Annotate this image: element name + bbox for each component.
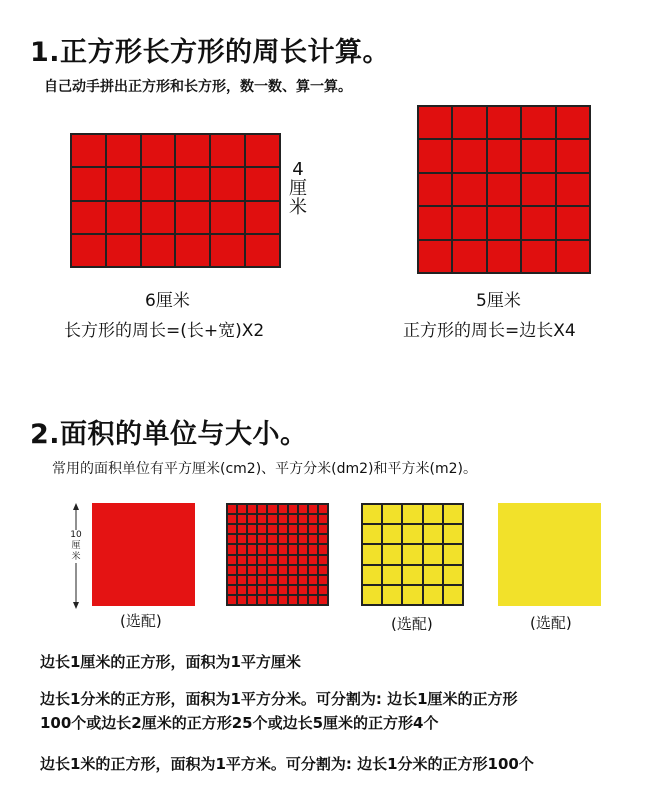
rect-grid-cell — [71, 167, 106, 200]
paragraph-1dm-line1: 边长1分米的正方形，面积为1平方分米。可分割为: 边长1厘米的正方形 — [40, 690, 518, 708]
square-grid-cell — [452, 106, 486, 139]
area-grid-cell — [308, 555, 318, 565]
area-grid-cell — [237, 585, 247, 595]
square-grid-cell — [487, 173, 521, 206]
area-grid-cell — [308, 524, 318, 534]
area-grid-cell — [237, 575, 247, 585]
area-grid-cell — [288, 514, 298, 524]
area-grid-cell — [288, 595, 298, 605]
area-grid-cell — [318, 544, 328, 554]
area-grid-cell — [362, 544, 382, 564]
area-grid-cell — [227, 565, 237, 575]
section2-title: 2.面积的单位与大小。 — [30, 419, 308, 450]
area-grid-cell — [288, 555, 298, 565]
area-grid-cell — [257, 504, 267, 514]
rect-width-label: 6厘米 — [145, 291, 190, 311]
rect-grid-cell — [210, 201, 245, 234]
square-grid-cell — [418, 240, 452, 273]
area-grid-cell — [247, 585, 257, 595]
rect-grid-cell — [106, 234, 141, 267]
rect-grid-cell — [141, 134, 176, 167]
rect-grid-cell — [71, 134, 106, 167]
area-grid-cell — [257, 585, 267, 595]
rect-grid-cell — [175, 167, 210, 200]
rect-grid-cell — [210, 167, 245, 200]
area-grid-cell — [237, 544, 247, 554]
rect-grid-cell — [210, 134, 245, 167]
square-grid — [417, 105, 591, 274]
area-grid-cell — [237, 595, 247, 605]
area-grid-cell — [382, 524, 402, 544]
area-grid-cell — [257, 544, 267, 554]
area-grid-cell — [402, 565, 422, 585]
area-grid-cell — [308, 575, 318, 585]
rect-grid-cell — [106, 167, 141, 200]
area-grid-cell — [278, 514, 288, 524]
rect-formula: 长方形的周长=(长+宽)X2 — [64, 321, 265, 341]
square-formula: 正方形的周长=边长X4 — [403, 321, 576, 341]
height-label-char1: 厘 — [289, 178, 307, 199]
area-grid-cell — [318, 514, 328, 524]
area-grid-cell — [402, 544, 422, 564]
area-grid-cell — [267, 555, 277, 565]
square-grid-cell — [418, 106, 452, 139]
area-grid-cell — [402, 585, 422, 605]
rect-grid-cell — [175, 134, 210, 167]
area-grid-cell — [298, 544, 308, 554]
paragraph-1dm-line2: 100个或边长2厘米的正方形25个或边长5厘米的正方形4个 — [40, 714, 439, 732]
square-grid-cell — [556, 206, 590, 239]
area-grid-cell — [423, 544, 443, 564]
area-grid-cell — [267, 524, 277, 534]
rect-grid-cell — [175, 234, 210, 267]
area-grid-cell — [267, 544, 277, 554]
square-grid-cell — [487, 240, 521, 273]
area-grid-cell — [443, 585, 463, 605]
area-grid-cell — [298, 565, 308, 575]
rect-grid-cell — [245, 201, 280, 234]
square-grid-cell — [487, 139, 521, 172]
note-optional-1: (选配) — [120, 612, 162, 630]
square-grid-cell — [487, 206, 521, 239]
area-grid-cell — [257, 514, 267, 524]
rect-grid-cell — [245, 234, 280, 267]
section2-subtitle: 常用的面积单位有平方厘米(cm2)、平方分米(dm2)和平方米(m2)。 — [52, 461, 477, 477]
area-grid-cell — [257, 565, 267, 575]
area-grid-cell — [318, 555, 328, 565]
area-grid-cell — [298, 534, 308, 544]
square-grid-cell — [418, 139, 452, 172]
area-grid-cell — [247, 555, 257, 565]
area-grid-cell — [247, 514, 257, 524]
height-label-num: 4 — [292, 159, 304, 180]
area-grid-cell — [362, 565, 382, 585]
area-grid-cell — [257, 555, 267, 565]
square-grid-cell — [487, 106, 521, 139]
area-grid-cell — [237, 524, 247, 534]
square-grid-cell — [521, 173, 555, 206]
rect-grid-cell — [106, 201, 141, 234]
area-grid-cell — [237, 514, 247, 524]
rectangle-grid — [70, 133, 281, 268]
area-grid-cell — [288, 544, 298, 554]
area-grid-cell — [423, 524, 443, 544]
dimension-label-char1: 厘 — [71, 541, 81, 551]
area-grid-cell — [278, 575, 288, 585]
area-grid-cell — [308, 585, 318, 595]
area-grid-cell — [318, 524, 328, 534]
note-optional-2: (选配) — [391, 615, 433, 633]
dimension-label — [67, 530, 85, 563]
rect-grid-cell — [71, 234, 106, 267]
square-grid-cell — [418, 206, 452, 239]
square-grid-cell — [521, 240, 555, 273]
area-grid-cell — [443, 565, 463, 585]
area-grid-cell — [278, 504, 288, 514]
square-grid-cell — [521, 206, 555, 239]
area-grid-cell — [247, 595, 257, 605]
section1-title: 1.正方形长方形的周长计算。 — [30, 37, 391, 68]
paragraph-1cm: 边长1厘米的正方形，面积为1平方厘米 — [40, 653, 301, 671]
dimension-label-char2: 米 — [71, 552, 81, 562]
area-grid-cell — [443, 504, 463, 524]
area-grid-cell — [298, 595, 308, 605]
area-grid-cell — [318, 565, 328, 575]
area-grid-cell — [247, 524, 257, 534]
rect-grid-cell — [141, 201, 176, 234]
area-grid-cell — [298, 514, 308, 524]
area-grid-cell — [247, 565, 257, 575]
rect-grid-cell — [141, 234, 176, 267]
height-label-char2: 米 — [289, 197, 307, 218]
square-grid-cell — [556, 106, 590, 139]
area-grid-cell — [257, 534, 267, 544]
area-grid-cell — [318, 585, 328, 595]
rect-grid-cell — [210, 234, 245, 267]
paragraph-1m: 边长1米的正方形，面积为1平方米。可分割为: 边长1分米的正方形100个 — [40, 755, 534, 773]
area-grid-cell — [308, 504, 318, 514]
area-grid-cell — [227, 585, 237, 595]
area-grid-cell — [423, 585, 443, 605]
area-grid-cell — [308, 565, 318, 575]
area-grid-cell — [227, 524, 237, 534]
dimension-label-num: 10 — [70, 530, 82, 540]
area-grid-cell — [237, 555, 247, 565]
area-grid-cell — [318, 575, 328, 585]
square-1dm-grid-red — [226, 503, 329, 606]
area-grid-cell — [227, 514, 237, 524]
area-grid-cell — [237, 534, 247, 544]
area-grid-cell — [237, 504, 247, 514]
area-grid-cell — [278, 585, 288, 595]
area-grid-cell — [247, 544, 257, 554]
area-grid-cell — [423, 565, 443, 585]
area-grid-cell — [298, 504, 308, 514]
area-grid-cell — [382, 544, 402, 564]
area-grid-cell — [362, 585, 382, 605]
area-grid-cell — [237, 565, 247, 575]
area-grid-cell — [227, 575, 237, 585]
area-grid-cell — [278, 565, 288, 575]
note-optional-3: (选配) — [530, 614, 572, 632]
area-grid-cell — [318, 534, 328, 544]
area-grid-cell — [227, 504, 237, 514]
area-grid-cell — [267, 534, 277, 544]
area-grid-cell — [257, 575, 267, 585]
area-grid-cell — [267, 514, 277, 524]
area-grid-cell — [267, 595, 277, 605]
area-grid-cell — [298, 585, 308, 595]
area-grid-cell — [443, 524, 463, 544]
area-grid-cell — [278, 555, 288, 565]
square-grid-cell — [556, 139, 590, 172]
area-grid-cell — [227, 544, 237, 554]
area-grid-cell — [227, 555, 237, 565]
area-grid-cell — [267, 585, 277, 595]
area-grid-cell — [267, 565, 277, 575]
rect-grid-cell — [71, 201, 106, 234]
area-grid-cell — [227, 595, 237, 605]
area-grid-cell — [382, 504, 402, 524]
area-grid-cell — [298, 555, 308, 565]
square-grid-cell — [452, 240, 486, 273]
square-1dm-plain-red — [92, 503, 195, 606]
rect-grid-cell — [175, 201, 210, 234]
area-grid-cell — [318, 595, 328, 605]
area-grid-cell — [308, 514, 318, 524]
area-grid-cell — [288, 575, 298, 585]
rect-grid-cell — [106, 134, 141, 167]
area-grid-cell — [443, 544, 463, 564]
area-grid-cell — [267, 575, 277, 585]
area-grid-cell — [382, 565, 402, 585]
rect-height-label — [288, 160, 308, 217]
area-grid-cell — [288, 504, 298, 514]
square-grid-cell — [521, 106, 555, 139]
square-grid-cell — [418, 173, 452, 206]
area-grid-cell — [257, 595, 267, 605]
square-grid-cell — [556, 173, 590, 206]
square-grid-cell — [556, 240, 590, 273]
area-grid-cell — [247, 575, 257, 585]
square-grid-cell — [452, 139, 486, 172]
area-grid-cell — [247, 534, 257, 544]
area-grid-cell — [402, 524, 422, 544]
area-grid-cell — [423, 504, 443, 524]
area-grid-cell — [288, 565, 298, 575]
square-grid-cell — [452, 206, 486, 239]
area-grid-cell — [227, 534, 237, 544]
area-grid-cell — [247, 504, 257, 514]
rect-grid-cell — [245, 134, 280, 167]
area-grid-cell — [288, 534, 298, 544]
area-grid-cell — [308, 534, 318, 544]
square-grid-cell — [521, 139, 555, 172]
area-grid-cell — [278, 524, 288, 534]
square-grid-cell — [452, 173, 486, 206]
square-side-label: 5厘米 — [476, 291, 521, 311]
area-grid-cell — [278, 534, 288, 544]
area-grid-cell — [318, 504, 328, 514]
area-grid-cell — [288, 585, 298, 595]
area-grid-cell — [278, 595, 288, 605]
area-grid-cell — [267, 504, 277, 514]
square-1dm-grid-yellow — [361, 503, 464, 606]
area-grid-cell — [362, 504, 382, 524]
area-grid-cell — [402, 504, 422, 524]
area-grid-cell — [308, 595, 318, 605]
area-grid-cell — [288, 524, 298, 534]
rect-grid-cell — [141, 167, 176, 200]
area-grid-cell — [382, 585, 402, 605]
rect-grid-cell — [245, 167, 280, 200]
area-grid-cell — [278, 544, 288, 554]
square-1dm-plain-yellow — [498, 503, 601, 606]
area-grid-cell — [257, 524, 267, 534]
area-grid-cell — [362, 524, 382, 544]
area-grid-cell — [298, 524, 308, 534]
section1-subtitle: 自己动手拼出正方形和长方形，数一数、算一算。 — [44, 79, 352, 95]
area-grid-cell — [308, 544, 318, 554]
area-grid-cell — [298, 575, 308, 585]
